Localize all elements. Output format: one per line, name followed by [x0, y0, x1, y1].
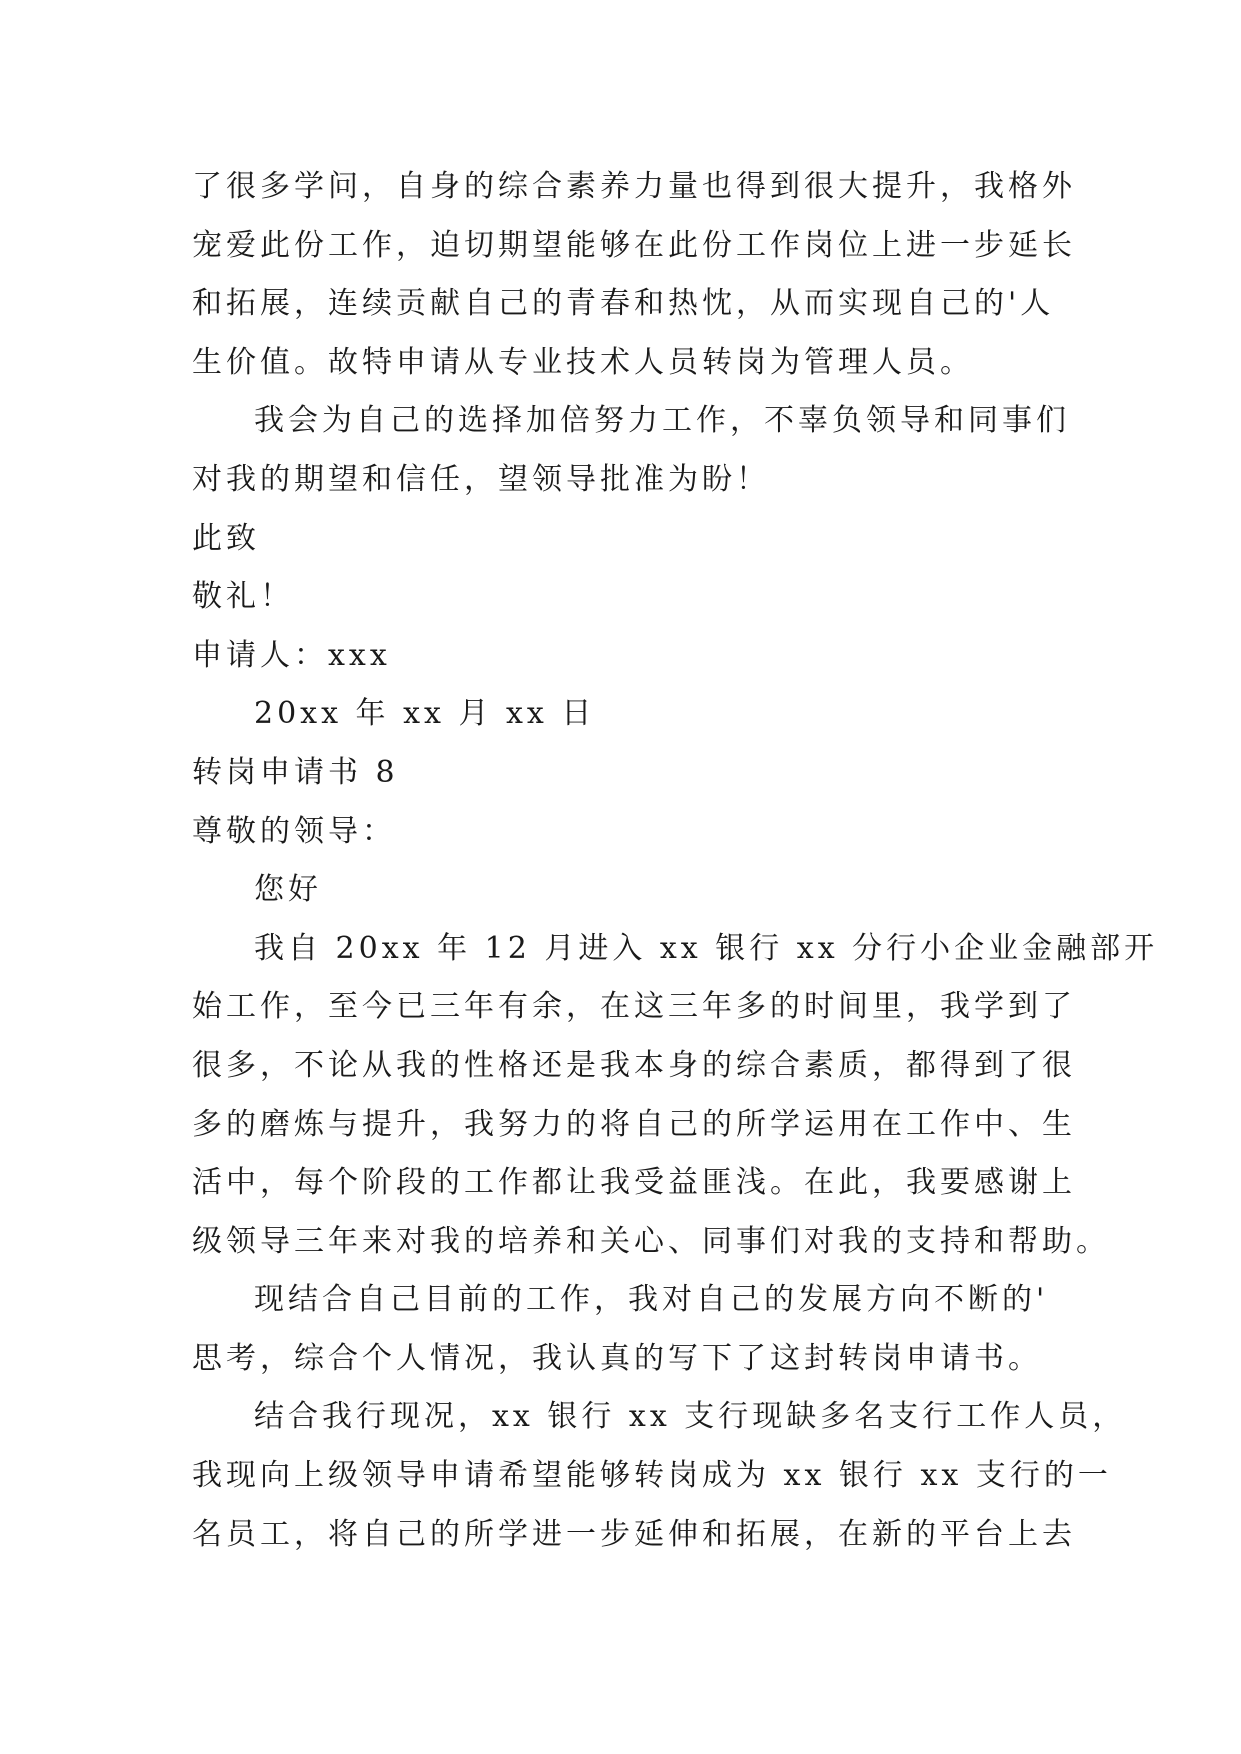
text-line: 此致 — [192, 520, 260, 556]
text-line: 多的磨炼与提升，我努力的将自己的所学运用在工作中、生 — [192, 1106, 1076, 1142]
text-line: 生价值。故特申请从专业技术人员转岗为管理人员。 — [192, 344, 974, 380]
text-line: 对我的期望和信任，望领导批准为盼！ — [192, 461, 770, 497]
text-line: 名员工，将自己的所学进一步延伸和拓展，在新的平台上去 — [192, 1516, 1076, 1552]
text-line: 了很多学问，自身的综合素养力量也得到很大提升，我格外 — [192, 169, 1076, 204]
document-body — [192, 158, 1159, 1564]
text-line: 现结合自己目前的工作，我对自己的发展方向不断的' — [254, 1282, 1049, 1318]
text-line: 转岗申请书 8 — [192, 754, 399, 790]
text-line: 20xx 年 xx 月 xx 日 — [254, 696, 596, 732]
text-line: 宠爱此份工作，迫切期望能够在此份工作岗位上进一步延长 — [192, 227, 1076, 263]
text-line: 结合我行现况，xx 银行 xx 支行现缺多名支行工作人员， — [254, 1399, 1127, 1435]
text-line: 申请人：xxx — [192, 637, 391, 673]
text-line: 级领导三年来对我的培养和关心、同事们对我的支持和帮助。 — [192, 1223, 1110, 1259]
text-line: 尊敬的领导： — [192, 813, 396, 849]
text-line: 活中，每个阶段的工作都让我受益匪浅。在此，我要感谢上 — [192, 1165, 1076, 1201]
text-line: 我自 20xx 年 12 月进入 xx 银行 xx 分行小企业金融部开 — [254, 930, 1159, 966]
text-line: 很多，不论从我的性格还是我本身的综合素质，都得到了很 — [192, 1047, 1076, 1083]
text-line: 思考，综合个人情况，我认真的写下了这封转岗申请书。 — [192, 1340, 1042, 1376]
text-line: 您好 — [254, 872, 322, 908]
text-line: 始工作，至今已三年有余，在这三年多的时间里，我学到了 — [192, 989, 1076, 1025]
text-line: 和拓展，连续贡献自己的青春和热忱，从而实现自己的'人 — [192, 286, 1055, 322]
text-line: 我现向上级领导申请希望能够转岗成为 xx 银行 xx 支行的一 — [192, 1458, 1112, 1494]
text-line: 我会为自己的选择加倍努力工作，不辜负领导和同事们 — [254, 403, 1070, 439]
text-line: 敬礼！ — [192, 579, 294, 615]
